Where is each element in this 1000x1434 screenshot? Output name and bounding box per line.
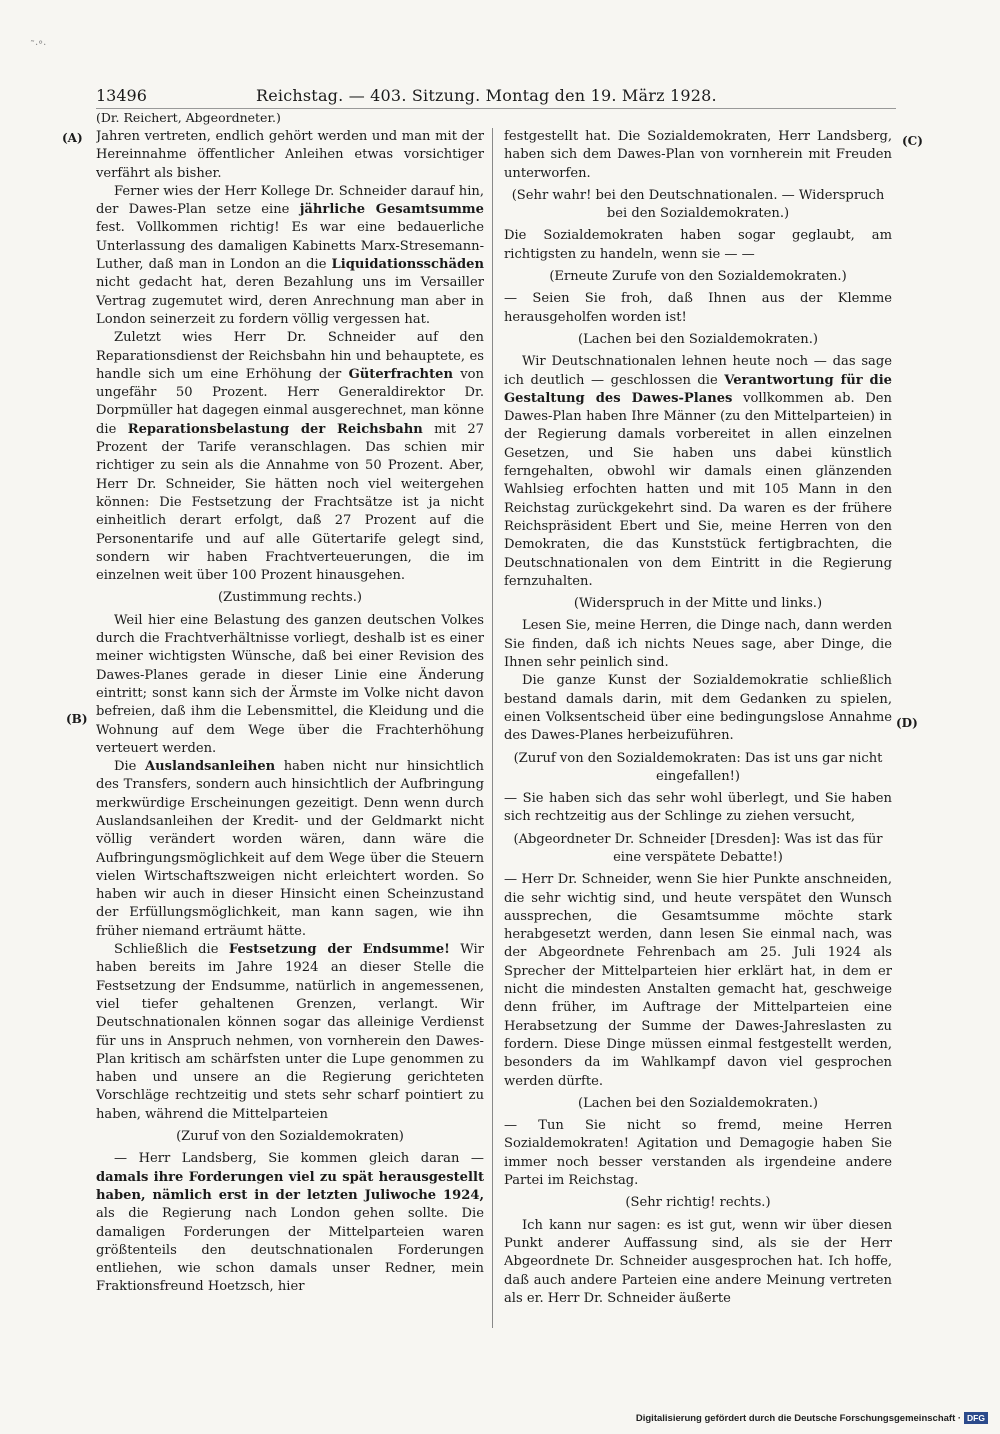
paragraph: Schließlich die Festsetzung der Endsumme! Wir haben bereits im Jahre 1924 an dieser Stelle die Festsetzung der Endsumme, natürlich in angemessenen, viel tiefer gehaltenen Grenzen, verlangt. Wir Deutschnationalen können sogar das alleinige Verdienst für uns in Anspruch nehmen, von vornherein den Dawes-Plan kritisch am schärfsten unter die Lupe genommen zu haben und unsere an die Regierung gerichteten Vorschläge rechtzeitig und stets sehr scharf pointiert zu haben, während die Mittelparteien xyxy=(96,942,484,1122)
column-divider xyxy=(492,128,493,1328)
right-column xyxy=(504,128,892,1328)
paragraph: — Tun Sie nicht so fremd, meine Herren Sozialdemokraten! Agitation und Demagogie haben Sie immer noch besser verstanden als irgendeine andere Partei im Reichstag. xyxy=(504,1118,892,1189)
paragraph: — Herr Dr. Schneider, wenn Sie hier Punkte anschneiden, die sehr wichtig sind, und heute verspätet den Wunsch aussprechen, die Gesamtsumme möchte stark herabgesetzt werden, dann lesen Sie einmal nach, was der Abgeordnete Fehrenbach am 25. Juli 1924 als Sprecher der Mittelparteien hier erklärt hat, in dem er nicht die mindesten Anstalten gemacht hat, geschweige denn früher, im Auftrage der Mittelparteien eine Herabsetzung der Summe der Dawes-Jahreslasten zu fordern. Diese Dinge müssen einmal festgestellt werden, besonders da im Wahlkampf davon viel gesprochen werden dürfte. xyxy=(504,872,892,1089)
margin-marker-d: (D) xyxy=(896,716,918,730)
paragraph: Ich kann nur sagen: es ist gut, wenn wir über diesen Punkt anderer Auffassung sind, als sie der Herr Abgeordnete Dr. Schneider ausgesprochen hat. Ich hoffe, daß auch andere Parteien eine andere Meinung vertreten als er. Herr Dr. Schneider äußerte xyxy=(504,1217,892,1306)
interjection: (Erneute Zurufe von den Sozialdemokraten.) xyxy=(549,269,847,285)
interjection: (Zustimmung rechts.) xyxy=(217,590,363,606)
page-number: 13496 xyxy=(96,86,147,105)
interjection: (Zuruf von den Sozialdemokraten) xyxy=(176,1129,404,1145)
paragraph: Jahren vertreten, endlich gehört werden und man mit der Hereinnahme öffentlicher Anleihen etwas vorsichtiger verfährt als bisher. xyxy=(96,129,484,181)
page-title: Reichstag. — 403. Sitzung. Montag den 19. März 1928. xyxy=(256,86,717,105)
paragraph: Wir Deutschnationalen lehnen heute noch — das sage ich deutlich — geschlossen die Verantwortung für die Gestaltung des Dawes-Planes vollkommen ab. Den Dawes-Plan haben Ihre Männer (zu den Mittelparteien) in der Regierung damals vorbereitet in allen einzelnen Gesetzen, und Sie haben uns dabei künstlich ferngehalten, obwohl wir damals einen glänzenden Wahlsieg erfochten hatten und mit 105 Mann in den Reichstag zurückgekehrt sind. Da waren es der frühere Reichspräsident Ebert und Sie, meine Herren von den Demokraten, die das Kunststück fertigbrachten, die Deutschnationalen von dem Eintritt in die Regierung fernzuhalten. xyxy=(504,354,892,589)
paragraph: Die ganze Kunst der Sozialdemokratie schließlich bestand damals darin, mit dem Gedanken zu spielen, einen Volksentscheid über eine bedingungslose Annahme des Dawes-Planes herbeizuführen. xyxy=(504,673,892,744)
margin-marker-b: (B) xyxy=(66,712,88,726)
paragraph: Weil hier eine Belastung des ganzen deutschen Volkes durch die Frachtverhältnisse vorliegt, deshalb ist es einer meiner wichtigsten Wünsche, daß bei einer Revision des Dawes-Planes gerade in dieser Linie eine Änderung eintritt; sonst kann sich der Ärmste im Volke nicht davon befreien, daß ihm die Lebensmittel, die Kleidung und die Wohnung auf dem Wege über die Frachterhöhung verteuert werden. xyxy=(96,612,484,756)
footer-credit xyxy=(636,1412,988,1424)
paragraph: Zuletzt wies Herr Dr. Schneider auf den Reparationsdienst der Reichsbahn hin und behauptete, es handle sich um eine Erhöhung der Güterfrachten von ungefähr 50 Prozent. Herr Generaldirektor Dr. Dorpmüller hat dagegen einmal ausgerechnet, man könne die Reparationsbelastung der Reichsbahn mit 27 Prozent der Tarife veranschlagen. Das schien mir richtiger zu sein als die Annahme von 50 Prozent. Aber, Herr Dr. Schneider, Sie hätten noch viel weitergehen können: Die Festsetzung der Frachtsätze ist ja nicht einheitlich derart erfolgt, daß 27 Prozent auf die Personentarife und auf alle Gütertarife gelegt sind, sondern wir haben Frachtverteuerungen, die im einzelnen weit über 100 Prozent hinausgehen. xyxy=(96,330,484,584)
paragraph: — Sie haben sich das sehr wohl überlegt, und Sie haben sich rechtzeitig aus der Schlinge zu ziehen versucht, xyxy=(504,791,892,825)
paragraph: Ferner wies der Herr Kollege Dr. Schneider darauf hin, der Dawes-Plan setze eine jährliche Gesamtsumme fest. Vollkommen richtig! Es war eine bedauerliche Unterlassung des damaligen Kabinetts Marx-Stresemann-Luther, daß man in London an die Liquidationsschäden nicht gedacht hat, deren Bezahlung uns im Versailler Vertrag zugemutet wird, deren Anrechnung man aber in London seinerzeit zu fordern völlig vergessen hat. xyxy=(96,183,484,327)
interjection: (Zuruf von den Sozialdemokraten: Das ist uns gar nicht eingefallen!) xyxy=(513,750,883,784)
paragraph: festgestellt hat. Die Sozialdemokraten, Herr Landsberg, haben sich dem Dawes-Plan von vornherein mit Freuden unterworfen. xyxy=(504,129,892,181)
page-header xyxy=(96,86,896,109)
speaker-line: (Dr. Reichert, Abgeordneter.) xyxy=(96,110,281,125)
margin-marker-a: (A) xyxy=(62,131,83,145)
interjection: (Lachen bei den Sozialdemokraten.) xyxy=(577,1095,818,1111)
paragraph: — Seien Sie froh, daß Ihnen aus der Klemme herausgeholfen worden ist! xyxy=(504,291,892,325)
interjection: (Widerspruch in der Mitte und links.) xyxy=(573,596,823,612)
paragraph: — Herr Landsberg, Sie kommen gleich daran — damals ihre Forderungen viel zu spät herausgestellt haben, nämlich erst in der letzten Juliwoche 1924, als die Regierung nach London gehen sollte. Die damaligen Forderungen der Mittelparteien waren größtenteils den deutschnationalen Forderungen entliehen, wie schon damals unser Redner, mein Fraktionsfreund Hoetzsch, hier xyxy=(96,1151,484,1295)
interjection: (Lachen bei den Sozialdemokraten.) xyxy=(577,331,818,347)
scan-artifact: ˜·°· xyxy=(30,40,47,51)
interjection: (Abgeordneter Dr. Schneider [Dresden]: Was ist das für eine verspätete Debatte!) xyxy=(513,831,883,865)
footer-text: Digitalisierung gefördert durch die Deutsche Forschungsgemeinschaft · xyxy=(635,1413,962,1424)
paragraph: Die Sozialdemokraten haben sogar geglaubt, am richtigsten zu handeln, wenn sie — — xyxy=(504,228,892,262)
dfg-logo: DFG xyxy=(964,1412,988,1424)
paragraph: Die Auslandsanleihen haben nicht nur hinsichtlich des Transfers, sondern auch hinsichtlich der Aufbringung merkwürdige Erscheinungen gezeitigt. Denn wenn durch Auslandsanleihen der Kredit- und der Geldmarkt nicht völlig verändert worden wären, dann wäre die Aufbringungsmöglichkeit auf dem Wege über die Steuern vielen Wirtschaftszweigen nicht erleichtert worden. So haben wir auch in dieser Hinsicht einen Scheinzustand der Erfüllungsmöglichkeit, man kann sagen, wie ihn früher niemand erträumt hätte. xyxy=(96,759,484,939)
interjection: (Sehr wahr! bei den Deutschnationalen. — Widerspruch bei den Sozialdemokraten.) xyxy=(511,187,885,222)
margin-marker-c: (C) xyxy=(902,134,923,148)
interjection: (Sehr richtig! rechts.) xyxy=(625,1195,771,1211)
left-column xyxy=(96,128,484,1328)
paragraph: Lesen Sie, meine Herren, die Dinge nach, dann werden Sie finden, daß ich nichts Neues sage, aber Dinge, die Ihnen sehr peinlich sind. xyxy=(504,618,892,671)
